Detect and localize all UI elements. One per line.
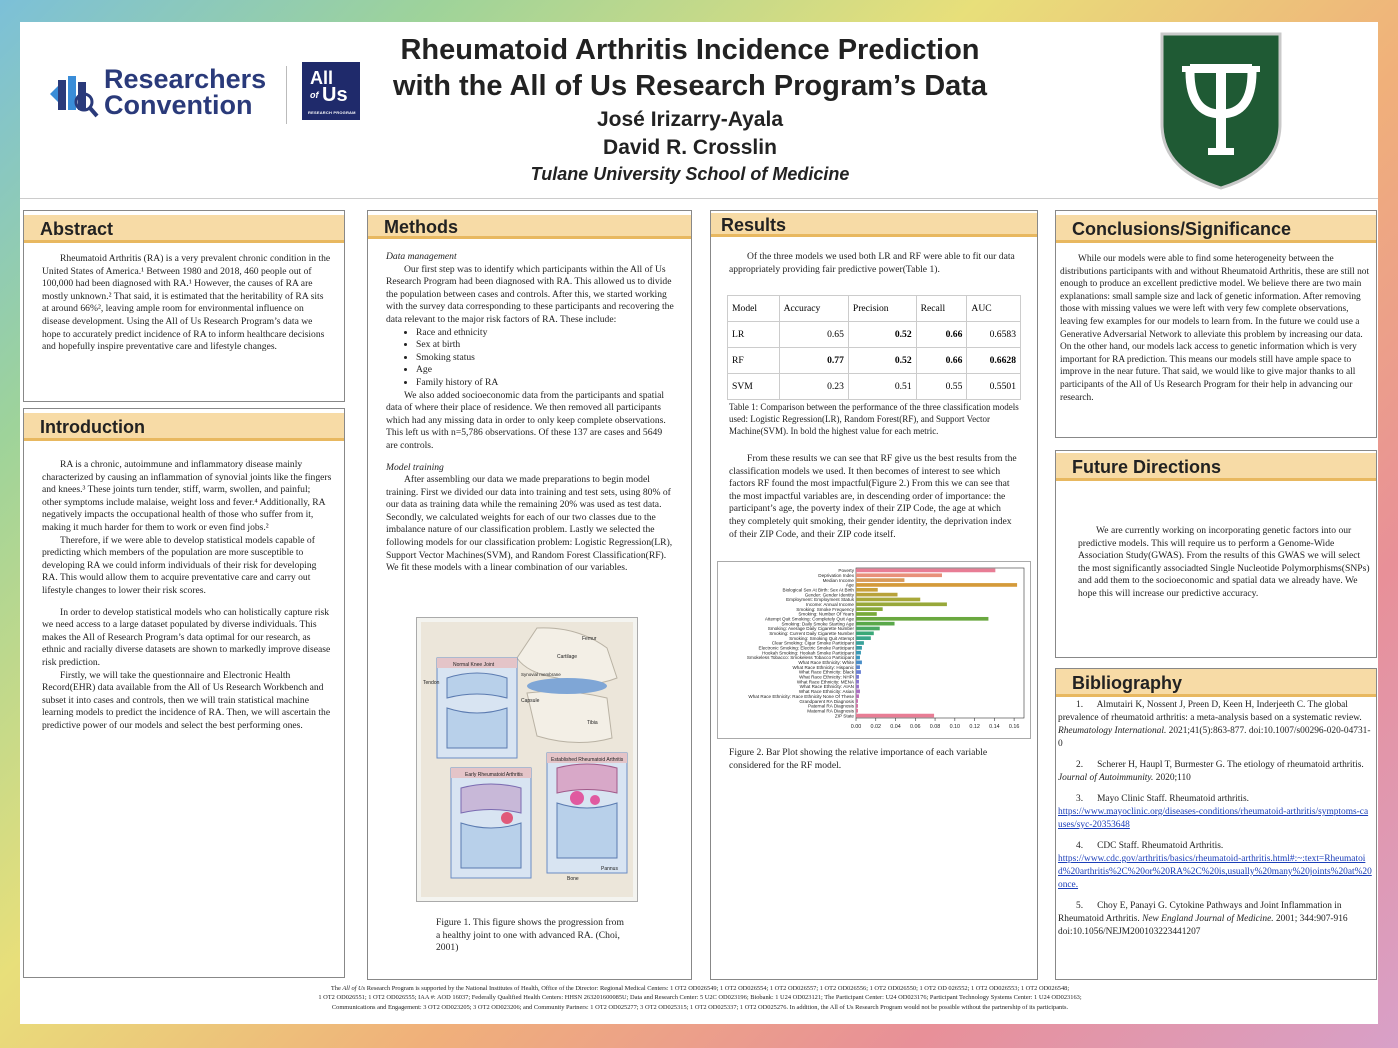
category-label: What Race Ethnicity: Asian: [798, 689, 854, 695]
importance-bar: [856, 704, 858, 708]
figure-1-caption: Figure 1. This figure shows the progression from a healthy joint to one with advanced RA. (Choi, 2001): [436, 917, 624, 954]
results-intro: [729, 251, 1019, 276]
category-label: Income: Annual Income: [805, 601, 854, 607]
joint-progression-illustration: [417, 618, 637, 901]
category-label: Electronic Smoking: Electric Smoke Participant: [758, 645, 854, 651]
poster: [20, 22, 1378, 1024]
category-label: Smoking: Average Daily Cigarette Number: [767, 626, 854, 632]
importance-bar: [856, 569, 995, 573]
category-label: Smoking: Smoke Frequency: [796, 606, 854, 612]
results-intro-text: Of the three models we used both LR and RF were able to fit our data appropriately providing fair predictive power(Table 1).: [729, 251, 1015, 275]
category-label: Maternal RA Diagnosis: [807, 708, 854, 714]
category-label: Employment: Employment Status: [786, 597, 854, 603]
table-cell: 0.51: [848, 374, 916, 400]
risk-factor-item: • Family history of RA: [416, 377, 676, 390]
fig1-label-early: Early Rheumatoid Arthritis: [465, 772, 523, 778]
title-line-1: Rheumatoid Arthritis Incidence Prediction: [400, 34, 980, 66]
footer-text: All of Us: [342, 985, 366, 992]
x-tick-label: 0.16: [1008, 724, 1020, 730]
importance-bar: [856, 598, 920, 602]
table-cell: RF: [728, 348, 780, 374]
bibliography-list: [1058, 699, 1372, 947]
table-cell: 0.6628: [967, 348, 1021, 374]
methods-section: [367, 210, 692, 980]
reference-tail: 2001; 344:907-916 doi:10.1056/NEJM200103223441207: [1058, 914, 1348, 937]
table-cell: 0.23: [779, 374, 848, 400]
logo-aou-us: Us: [322, 84, 348, 106]
table-cell: 0.66: [916, 348, 967, 374]
researchers-convention-logo: [48, 66, 298, 126]
logo-line-2: Convention: [104, 90, 253, 120]
reference-journal: New England Journal of Medicine.: [1142, 914, 1274, 924]
fig1-label-normal: Normal Knee Joint: [453, 662, 495, 668]
footer-line-1: [80, 984, 1320, 993]
table-cell: 0.5501: [967, 374, 1021, 400]
category-label: Attempt Quit Smoking: Completely Quit Age: [764, 616, 854, 622]
introduction-p1: RA is a chronic, autoimmune and inflammatory disease mainly characterized by causing an inflammation of synovial joints like the fingers and knees.³ These joints turn tender, stiff, warm, swollen, and painful; other symptoms include malaise, weight loss and fever.⁴ Additionally, RA negatively impacts the occupational health of those who suffer from it, making it much harder for them to work or even find jobs.²: [42, 459, 332, 533]
results-discussion: [729, 453, 1019, 541]
category-label: Poverty: [838, 568, 854, 574]
importance-bar: [856, 646, 862, 650]
fig1-label-femur: Femur: [582, 636, 597, 642]
table-cell: LR: [728, 322, 780, 348]
fig1-label-established: Established Rheumatoid Arthritis: [551, 757, 624, 763]
category-label: Gender: Gender Identity: [804, 592, 854, 598]
importance-bar: [856, 661, 862, 665]
abstract-paragraph: Rheumatoid Arthritis (RA) is a very prevalent chronic condition in the United States of America.¹ Between 1980 and 2018, 460 people out of 100,000 had been diagnosed with RA.¹ However, the causes of RA are mostly unknown.² That said, it is estimated that the heritability of RA sits at around 66%², leaving ample room for environmental influence on disease development. Using the All of Us Research Program’s data we hope to accurately predict incidence of RA to inform healthcare decisions and hopefully inspire preventative care and lifestyle changes.: [42, 253, 331, 353]
poster-title: [360, 32, 1020, 104]
table-header: Model: [728, 296, 780, 322]
reference-item: 4. CDC Staff. Rheumatoid Arthritis. https://www.cdc.gov/arthritis/basics/rheumatoid-arthritis.html#:~:text=Rheumatoid%20arthritis%2C%20or%20RA%2C%20is,usually%20many%20joints%20at%20once.: [1058, 841, 1372, 890]
reference-text: Almutairi K, Nossent J, Preen D, Keen H, Inderjeeth C. The global prevalence of rheumatoid arthritis: a meta-analysis based on a systematic review.: [1058, 700, 1362, 723]
books-magnifier-icon: [48, 72, 100, 120]
risk-factor-item: • Race and ethnicity: [416, 327, 676, 340]
fig1-label-cartilage: Cartilage: [557, 654, 578, 660]
importance-bar: [856, 641, 864, 645]
author-1: José Irizarry-Ayala: [597, 108, 783, 131]
importance-bar: [856, 694, 859, 698]
logo-divider: [286, 66, 287, 124]
x-tick-label: 0.12: [969, 724, 980, 730]
importance-bar: [856, 714, 934, 718]
table-row: [728, 374, 1021, 400]
category-label: Hookah Smoking: Hookah Smoke Participant: [762, 650, 854, 656]
future-directions-section: [1055, 450, 1377, 658]
table-cell: 0.77: [779, 348, 848, 374]
results-heading: Results: [711, 213, 1037, 237]
conclusions-text: [1060, 253, 1372, 404]
importance-bar: [856, 578, 904, 582]
logo-aou-rp: RESEARCH PROGRAM: [308, 110, 356, 115]
footer-text: The: [330, 985, 341, 992]
researchers-convention-wordmark: [104, 66, 266, 118]
fig1-label-pannus: Pannus: [601, 866, 618, 872]
importance-bar: [856, 593, 898, 597]
reference-link[interactable]: https://www.mayoclinic.org/diseases-conditions/rheumatoid-arthritis/symptoms-causes/syc-20353648: [1058, 807, 1369, 830]
x-tick-label: 0.00: [850, 724, 862, 730]
results-table: [727, 295, 1021, 400]
table-1-caption: Table 1: Comparison between the performance of the three classification models used: Logistic Regression(LR), Random Forest(RF), and Support Vector Machine(SVM). In bold the highest value for each metric.: [729, 402, 1019, 436]
category-label: Smoking: Number Of Years: [798, 611, 854, 617]
conclusions-paragraph: While our models were able to find some heterogeneity between the distributions participants with and without Rheumatoid Arthritis, these are still not enough to produce an excellent predictive model. We believe there are two main explanations: small sample size and lack of genetic information. After removing those with missing values we were left with very few complete observations, leaving few examples for our models to learn from. In the future we could use a Generative Adversarial Network to alleviate this problem by increasing our data. On the other hand, our models lack access to genetic information which is very important for RA prediction. This means our models still have ample space to improve in the near future. That said, we would like to give major thanks to all participants of the All of Us Research Program for their help in advancing our research.: [1060, 254, 1370, 403]
table-header: AUC: [967, 296, 1021, 322]
category-label: Median Income: [822, 577, 854, 583]
category-label: Paternal RA Diagnosis: [808, 703, 854, 709]
category-label: Smoking: Daily Smoke Starting Age: [781, 621, 854, 627]
funding-footer: [80, 984, 1320, 1012]
x-tick-label: 0.14: [989, 724, 1000, 730]
methods-text: [386, 251, 676, 575]
table-row: [728, 348, 1021, 374]
x-tick-label: 0.08: [929, 724, 941, 730]
reference-journal: Journal of Autoimmunity.: [1058, 773, 1154, 783]
x-tick-label: 0.02: [870, 724, 882, 730]
importance-bar: [856, 583, 1017, 587]
importance-bar: [856, 588, 878, 592]
category-label: ZIP State: [834, 713, 854, 719]
reference-link[interactable]: https://www.cdc.gov/arthritis/basics/rheumatoid-arthritis.html#:~:text=Rheumatoid%20arthritis%2C%20or%20RA%2C%20is,usually%20many%20joints%20at%20once.: [1058, 854, 1372, 890]
reference-text: Scherer H, Haupl T, Burmester G. The etiology of rheumatoid arthritis.: [1097, 760, 1364, 770]
importance-bar: [856, 699, 858, 703]
conclusions-section: [1055, 210, 1377, 438]
fig1-label-capsule: Capsule: [521, 698, 540, 704]
future-directions-text: [1078, 525, 1370, 601]
reference-item: 5. Choy E, Panayi G. Cytokine Pathways and Joint Inflammation in Rheumatoid Arthritis. New England Journal of Medicine. 2001; 344:907-916 doi:10.1056/NEJM200103223441207: [1058, 901, 1348, 937]
importance-bar: [856, 690, 860, 694]
importance-bar: [856, 602, 947, 606]
figure-2-caption: Figure 2. Bar Plot showing the relative importance of each variable considered for the RF model.: [729, 747, 988, 771]
category-label: Age: [845, 582, 854, 588]
importance-bar: [856, 573, 942, 577]
importance-bar: [856, 665, 860, 669]
results-section: [710, 210, 1038, 980]
importance-bar: [856, 612, 877, 616]
importance-bar: [856, 656, 860, 660]
table-cell: 0.52: [848, 348, 916, 374]
methods-subheading-training: Model training: [386, 461, 444, 473]
category-label: Clear Smoking: Cigar Smoke Participant: [771, 640, 854, 646]
reference-tail: 2021;41(5):863-877. doi:10.1007/s00296-020-04731-0: [1058, 726, 1371, 749]
importance-bar: [856, 631, 874, 635]
risk-factor-list: [386, 327, 676, 390]
reference-item: 3. Mayo Clinic Staff. Rheumatoid arthritis. https://www.mayoclinic.org/diseases-conditions/rheumatoid-arthritis/symptoms-causes/syc-20353648: [1058, 794, 1369, 830]
category-label: Deprivation Index: [818, 572, 854, 578]
poster-header: [20, 22, 1378, 199]
x-tick-label: 0.10: [949, 724, 961, 730]
category-label: What Race Ethnicity: MENA: [796, 679, 854, 685]
introduction-heading: Introduction: [24, 413, 344, 441]
figure-1: [416, 617, 638, 902]
table-cell: 0.66: [916, 322, 967, 348]
importance-bar: [856, 607, 883, 611]
fig1-label-bone: Bone: [567, 876, 579, 882]
feature-importance-chart: [718, 562, 1030, 738]
table-header-row: [728, 296, 1021, 322]
x-tick-label: 0.04: [890, 724, 901, 730]
importance-bar: [856, 670, 861, 674]
importance-bar: [856, 651, 861, 655]
table-header: Accuracy: [779, 296, 848, 322]
reference-item: 2. Scherer H, Haupl T, Burmester G. The etiology of rheumatoid arthritis. Journal of Autoimmunity. 2020;110: [1058, 760, 1364, 783]
introduction-section: [23, 408, 345, 978]
methods-p2: We also added socioeconomic data from the participants and spatial data of where their place of residence. We then removed all participants which had any missing data in order to only keep complete observations. This left us with n=5,786 observations. Of these 137 are cases and 5649 are controls.: [386, 389, 666, 451]
category-label: Smoking: Smoking Quit Attempt: [789, 635, 854, 641]
importance-bar: [856, 680, 859, 684]
title-line-2: with the All of Us Research Program’s Data: [392, 70, 988, 102]
table-cell: 0.6583: [967, 322, 1021, 348]
reference-text: CDC Staff. Rheumatoid Arthritis.: [1097, 841, 1224, 851]
risk-factor-item: • Sex at birth: [416, 339, 676, 352]
table-header: Recall: [916, 296, 967, 322]
methods-heading: Methods: [368, 215, 691, 239]
importance-bar: [856, 636, 871, 640]
category-label: What Race Ethnicity: White: [798, 660, 854, 666]
logo-line-1: Researchers: [104, 64, 267, 94]
introduction-p3: In order to develop statistical models who can holistically capture risk we need access to a large dataset populated by diverse individuals. This makes the All of Research Program’s data optimal for our research, as ethnic and racially diverse datasets are shown to markedly improve disease risk prediction.: [42, 606, 331, 668]
tulane-shield-logo: [1160, 32, 1282, 190]
importance-bar: [856, 675, 859, 679]
introduction-p4: Firstly, we will take the questionnaire and Electronic Health Record(EHR) data available from the All of Us Research Workbench and subset it into cases and controls, then we will train statistical machine learning models to predict the incidence of RA. Then, we will ascertain the predictive power of our models and select the best performing ones.: [42, 669, 331, 731]
fig1-label-synovial: Synovial membrane: [521, 672, 561, 677]
fig1-label-tendon: Tendon: [423, 680, 440, 686]
reference-journal: Rheumatology International.: [1058, 726, 1167, 736]
abstract-text: [42, 253, 332, 354]
figure-2: [717, 561, 1031, 739]
introduction-text: [42, 459, 332, 732]
category-label: What Race Ethnicity: Hispanic: [792, 664, 854, 670]
footer-line-2: 1 OT2 OD026551; 1 OT2 OD026555; IAA #: AOD 16037; Federally Qualified Health Centers: HHSN 263201600085U; Data and Research Center: 5 U2C OD023196; Biobank: 1 U24 OD023121; The Participant Center: U24 OD023176; Participant Technology Systems Center: 1 U24 OD023163;: [318, 994, 1082, 1002]
table-cell: 0.55: [916, 374, 967, 400]
reference-text: Choy E, Panayi G. Cytokine Pathways and Joint Inflammation in Rheumatoid Arthritis.: [1058, 901, 1342, 924]
category-label: What Race Ethnicity: AIAN: [799, 684, 854, 690]
category-label: What Race Ethnicity: NHPI: [799, 674, 854, 680]
reference-item: 1. Almutairi K, Nossent J, Preen D, Keen H, Inderjeeth C. The global prevalence of rheumatoid arthritis: a meta-analysis based on a systematic review. Rheumatology International. 2021;41(5):863-877. doi:10.1007/s00296-020-04731-0: [1058, 700, 1371, 749]
future-directions-heading: Future Directions: [1056, 453, 1376, 481]
affiliation: Tulane University School of Medicine: [530, 164, 850, 184]
importance-bar: [856, 709, 858, 713]
table-row: [728, 322, 1021, 348]
importance-bar: [856, 685, 859, 689]
table-cell: SVM: [728, 374, 780, 400]
bibliography-heading: Bibliography: [1056, 669, 1376, 697]
x-tick-label: 0.06: [910, 724, 921, 730]
author-2: David R. Crosslin: [603, 136, 777, 159]
importance-bar: [856, 622, 895, 626]
table-cell: 0.52: [848, 322, 916, 348]
category-label: What Race Ethnicity: Black: [798, 669, 854, 675]
category-label: What Race Ethnicity: Race Ethnicity None Of These: [748, 693, 854, 699]
table-cell: 0.65: [779, 322, 848, 348]
future-directions-paragraph: We are currently working on incorporating genetic factors into our predictive models. This will require us to perform a Genome-Wide Association Study(GWAS). From the results of this GWAS we will select the most significantly associadted Single Nucleotide Polymorphisms(SNPs) and add them to the socioeconomic and spatial data we already have. We hope this will increase our predictive accuracy.: [1078, 525, 1370, 599]
abstract-heading: Abstract: [24, 215, 344, 243]
logo-aou-of: of: [310, 90, 319, 100]
methods-p1: Our first step was to identify which participants within the All of Us Research Program had been diagnosed with RA. This allowed us to divide the population between cases and controls. After this, we started working with the survey data corresponding to these participants and recovering the data relevant to the major risk factors of RA. These include:: [386, 263, 674, 325]
footer-line-3: Communications and Engagement: 3 OT2 OD023205; 3 OT2 OD023206; and Community Partners: 1 OT2 OD025277; 3 OT2 OD025315; 1 OT2 OD025337; 1 OT2 OD025276. In addition, the All of Us Research Program would not be possible without the partnership of its participants.: [331, 1003, 1069, 1011]
fig1-label-tibia: Tibia: [587, 720, 598, 726]
bibliography-section: [1055, 668, 1377, 980]
logo-aou-all: All: [310, 68, 334, 88]
table-header: Precision: [848, 296, 916, 322]
conclusions-heading: Conclusions/Significance: [1056, 215, 1376, 243]
importance-bar: [856, 627, 880, 631]
methods-p3: After assembling our data we made preparations to begin model training. First we divided our data into training and test sets, using 80% of our data as training data while the remaining 20% was used as test data. Secondly, we calculated weights for each of our two classes due to the imbalance nature of our classification problem. Lastly we selected the following models for our classification problem: Logistic Regression(LR), Support Vector Machines(SVM), and Random Forest Classification(RF). We fit these models with a linear combination of our variables.: [386, 474, 673, 574]
category-label: Biological Sex At Birth: Sex At Birth: [782, 587, 854, 593]
abstract-section: [23, 210, 345, 402]
footer-text: Research Program is supported by the National Institutes of Health, Office of the Director: Regional Medical Centers: 1 OT2 OD026549; 1 OT2 OD026554; 1 OT2 OD026557; 1 OT2 OD026556; 1 OT2 OD026550; 1 OT2 OD 026552; 1 OT2 OD026553; 1 OT2 OD026548;: [366, 985, 1070, 992]
plot-frame: [856, 568, 1024, 718]
category-label: Smokeless Tobacco: Smokeless Tobacco Participant: [746, 655, 854, 661]
importance-bar: [856, 617, 988, 621]
introduction-p2: Therefore, if we were able to develop statistical models capable of predicting which members of the population are more susceptible to developing RA we could inform individuals of their risk for developing RA. This would allow them to acquire preventative care and carry out lifestyle changes to lower their risk scores.: [42, 534, 317, 596]
category-label: Smoking: Current Daily Cigarette Number: [769, 631, 854, 637]
reference-text: Mayo Clinic Staff. Rheumatoid arthritis.: [1097, 794, 1249, 804]
risk-factor-item: • Age: [416, 364, 676, 377]
all-of-us-logo: [302, 62, 360, 120]
reference-tail: 2020;110: [1155, 773, 1191, 783]
category-label: Grandparent RA Diagnosis: [799, 698, 854, 704]
results-discussion-text: From these results we can see that RF give us the best results from the classification models we used. It then becomes of interest to see which factors RF found the most impactful(Figure 2.) From this we can see that the most impactful variables are, in descending order of importance: the participant’s age, the poverty index of their ZIP Code, the age at which they completely quit smoking, their gender identity, the deprivation index of their ZIP Code, and their ZIP code itself.: [729, 453, 1017, 540]
risk-factor-item: • Smoking status: [416, 352, 676, 365]
methods-subheading-data: Data management: [386, 251, 457, 262]
